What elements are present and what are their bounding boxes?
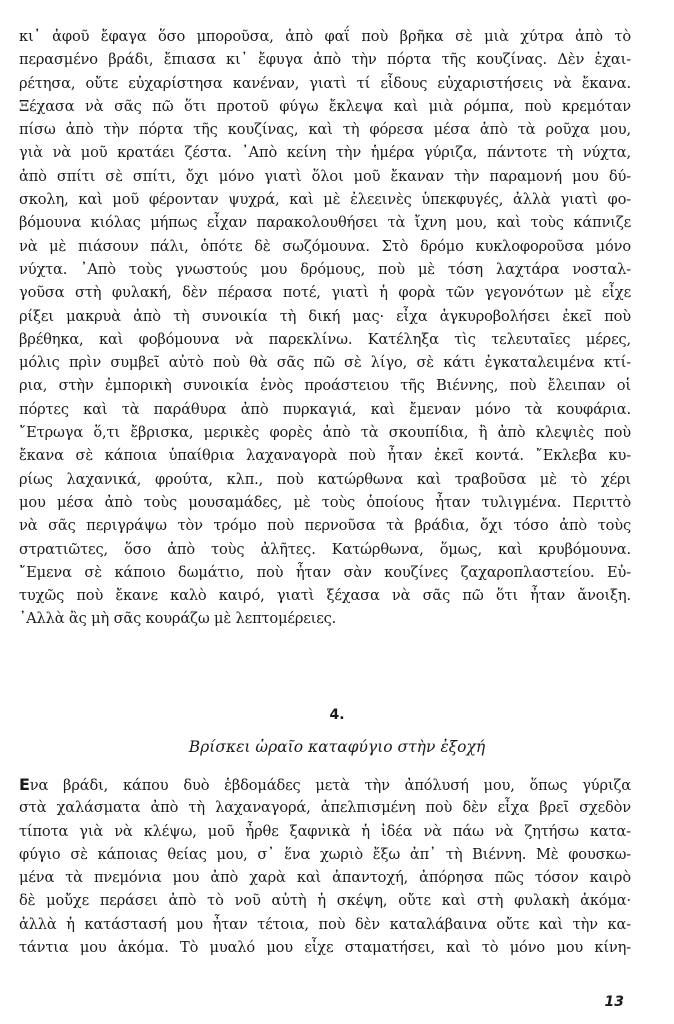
text-line: βόμουνα κιόλας μήπως εἶχαν παρακολουθήσει τὰ ἴχνη μου, καὶ τοὺς κάπνιζε bbox=[19, 214, 631, 232]
text-line: Ξέχασα νὰ σᾶς πῶ ὅτι προτοῦ φύγω ἔκλεψα καὶ μιὰ ρόμπα, ποὺ κρεμόταν bbox=[19, 97, 631, 115]
text-line: τάντια μου ἀκόμα. Τὸ μυαλό μου εἶχε σταματήσει, καὶ τὸ μόνο μου κίνη- bbox=[19, 939, 631, 957]
text-line: πίσω ἀπὸ τὴν πόρτα τῆς κουζίνας, καὶ τὴ φόρεσα μέσα ἀπὸ τὰ ροῦχα μου, bbox=[19, 121, 631, 139]
section-4-text bbox=[19, 773, 631, 959]
text-line: γοῦσα στὴ φυλακή, δὲν πέρασα ποτέ, γιατὶ ἡ φορὰ τῶν γεγονότων μὲ εἶχε bbox=[19, 284, 631, 302]
text-line: μόλις πρὶν συμβεῖ αὐτὸ ποὺ θὰ σᾶς πῶ σὲ λίγο, σὲ κάτι ἐγκαταλειμένα κτί- bbox=[19, 354, 631, 372]
text-line: στρατιῶτες, ὅσο ἀπὸ τοὺς ἀλῆτες. Κατώρθωνα, ὅμως, καὶ κρυβόμουνα. bbox=[19, 540, 631, 558]
text-line: πόρτες καὶ τὰ παράθυρα ἀπὸ πυρκαγιά, καὶ ἔμεναν μόνο τὰ κουφάρια. bbox=[19, 400, 631, 418]
text-line: κι᾽ ἀφοῦ ἔφαγα ὅσο μποροῦσα, ἀπὸ φαΐ ποὺ βρῆκα σὲ μιὰ χύτρα ἀπὸ τὸ bbox=[19, 28, 631, 45]
text-line: ῎Ετρωγα ὅ,τι ἔβρισκα, μερικὲς φορὲς ἀπὸ τὰ σκουπίδια, ἢ ἀπὸ κλεψιὲς ποὺ bbox=[19, 424, 631, 442]
text-line: μένα τὰ πνεμόνια μου ἀπὸ χαρὰ καὶ ἀπαντοχή, ἀπόρησα πῶς τόσον καιρὸ bbox=[19, 869, 631, 887]
text-line: τίποτα γιὰ νὰ κλέψω, μοῦ ἦρθε ξαφνικὰ ἡ ἰδέα νὰ πάω νὰ ζητήσω κατα- bbox=[19, 822, 631, 840]
text-line: ρίξει μακρυὰ ἀπὸ τὴ συνοικία τὴ δική μας· εἶχα ἀγκυροβολήσει ἐκεῖ ποὺ bbox=[19, 307, 631, 325]
section-number: 4. bbox=[329, 707, 345, 723]
text-line: ᾽Αλλὰ ἂς μὴ σᾶς κουράζω μὲ λεπτομέρειες. bbox=[19, 610, 337, 628]
text-line: νὰ μὲ πιάσουν πάλι, ὁπότε δὲ σωζόμουνα. Στὸ δρόμο κυκλοφοροῦσα μόνο bbox=[19, 237, 631, 255]
text-line: μου μέσα ἀπὸ τοὺς μουσαμάδες, μὲ τοὺς ὁποίους ἦταν τυλιγμένα. Περιττὸ bbox=[19, 493, 631, 511]
paragraph-first-line bbox=[19, 773, 631, 796]
text-line: στὰ χαλάσματα ἀπὸ τὴ λαχαναγορά, ἀπελπισμένη ποὺ δὲν εἶχα βρεῖ σχεδὸν bbox=[19, 799, 631, 817]
text-line: ῎Εμενα σὲ κάποιο δωμάτιο, ποὺ ἦταν σὰν κουζίνες ζαχαροπλαστείου. Εὐ- bbox=[19, 563, 631, 581]
text-line: περασμένο βράδι, ἔπιασα κι᾽ ἔφυγα ἀπὸ τὴν πόρτα τῆς κουζίνας. Δὲν ἐχαι- bbox=[19, 51, 631, 69]
text-line: ἀπὸ σπίτι σὲ σπίτι, ὄχι μόνο γιατὶ ὅλοι μοῦ ἔκαναν τὴν παραμονή μου δύ- bbox=[19, 167, 631, 185]
text-line: νὰ σᾶς περιγράψω τὸν τρόμο ποὺ περνοῦσα τὰ βράδια, ὄχι τόσο ἀπὸ τοὺς bbox=[19, 517, 631, 535]
chapter-title: Βρίσκει ὡραῖο καταφύγιο στὴν ἐξοχή bbox=[188, 738, 486, 756]
text-line: γιὰ νὰ μοῦ κρατάει ζέστα. ᾽Απὸ κείνη τὴν ἡμέρα γύριζα, πάντοτε τὴ νύχτα, bbox=[19, 144, 631, 162]
page-number: 13 bbox=[604, 994, 624, 1010]
text-line: ἀλλὰ ἡ κατάστασή μου ἦταν τέτοια, ποὺ δὲν καταλάβαινα οὔτε καὶ τὴν κα- bbox=[19, 915, 631, 933]
text-line: ρια, στὴν ἐμπορικὴ συνοικία ἑνὸς προάστειου τῆς Βιέννης, ποὺ ἔλειπαν οἱ bbox=[19, 377, 631, 395]
paragraph-first-line-text: να βράδι, κάπου δυὸ ἑβδομάδες μετὰ τὴν ἀπόλυσή μου, ὅπως γύριζα bbox=[29, 777, 631, 794]
text-line: νύχτα. ᾽Απὸ τοὺς γνωστούς μου δρόμους, ποὺ μὲ τόση λαχτάρα νοσταλ- bbox=[19, 260, 631, 278]
text-line: τυχῶς ποὺ ἔκανε καλὸ καιρό, γιατὶ ξέχασα νὰ σᾶς πῶ ὅτι ἦταν ἄνοιξη. bbox=[19, 587, 631, 605]
text-line: σκολη, καὶ μοῦ φέρονταν ψυχρά, καὶ μὲ ἐλεεινὲς ὑπεκφυγές, ἀλλὰ γιατὶ φο- bbox=[19, 191, 631, 209]
text-line: δὲ μοὔχε περάσει ἀπὸ τὸ νοῦ αὐτὴ ἡ σκέψη, οὔτε καὶ στὴ φυλακὴ ἀκόμα· bbox=[19, 892, 631, 910]
drop-cap: Ε bbox=[19, 775, 30, 794]
text-line: φύγιο σὲ κάποιας θείας μου, σ᾽ ἕνα χωριὸ ἔξω ἀπ᾽ τὴ Βιέννη. Μὲ φουσκω- bbox=[19, 845, 631, 863]
text-line: βρέθηκα, καὶ φοβόμουνα νὰ παρεκλίνω. Κατέληξα τὶς τελευταῖες μέρες, bbox=[19, 330, 631, 348]
section-3-text bbox=[19, 25, 631, 631]
text-line: ἔκανα σὲ κάποια ὑπαίθρια λαχαναγορὰ ποὺ ἦταν ἐκεῖ κοντά. ῎Εκλεβα κυ- bbox=[19, 447, 631, 465]
text-line: ρέτησα, οὔτε εὐχαρίστησα κανέναν, γιατὶ τί εἶδους εὐχαριστήσεις νὰ ἔκανα. bbox=[19, 74, 631, 92]
text-line: ρίως λαχανικά, φρούτα, κλπ., ποὺ κατώρθωνα καὶ τραβοῦσα μὲ τὸ χέρι bbox=[19, 470, 631, 488]
